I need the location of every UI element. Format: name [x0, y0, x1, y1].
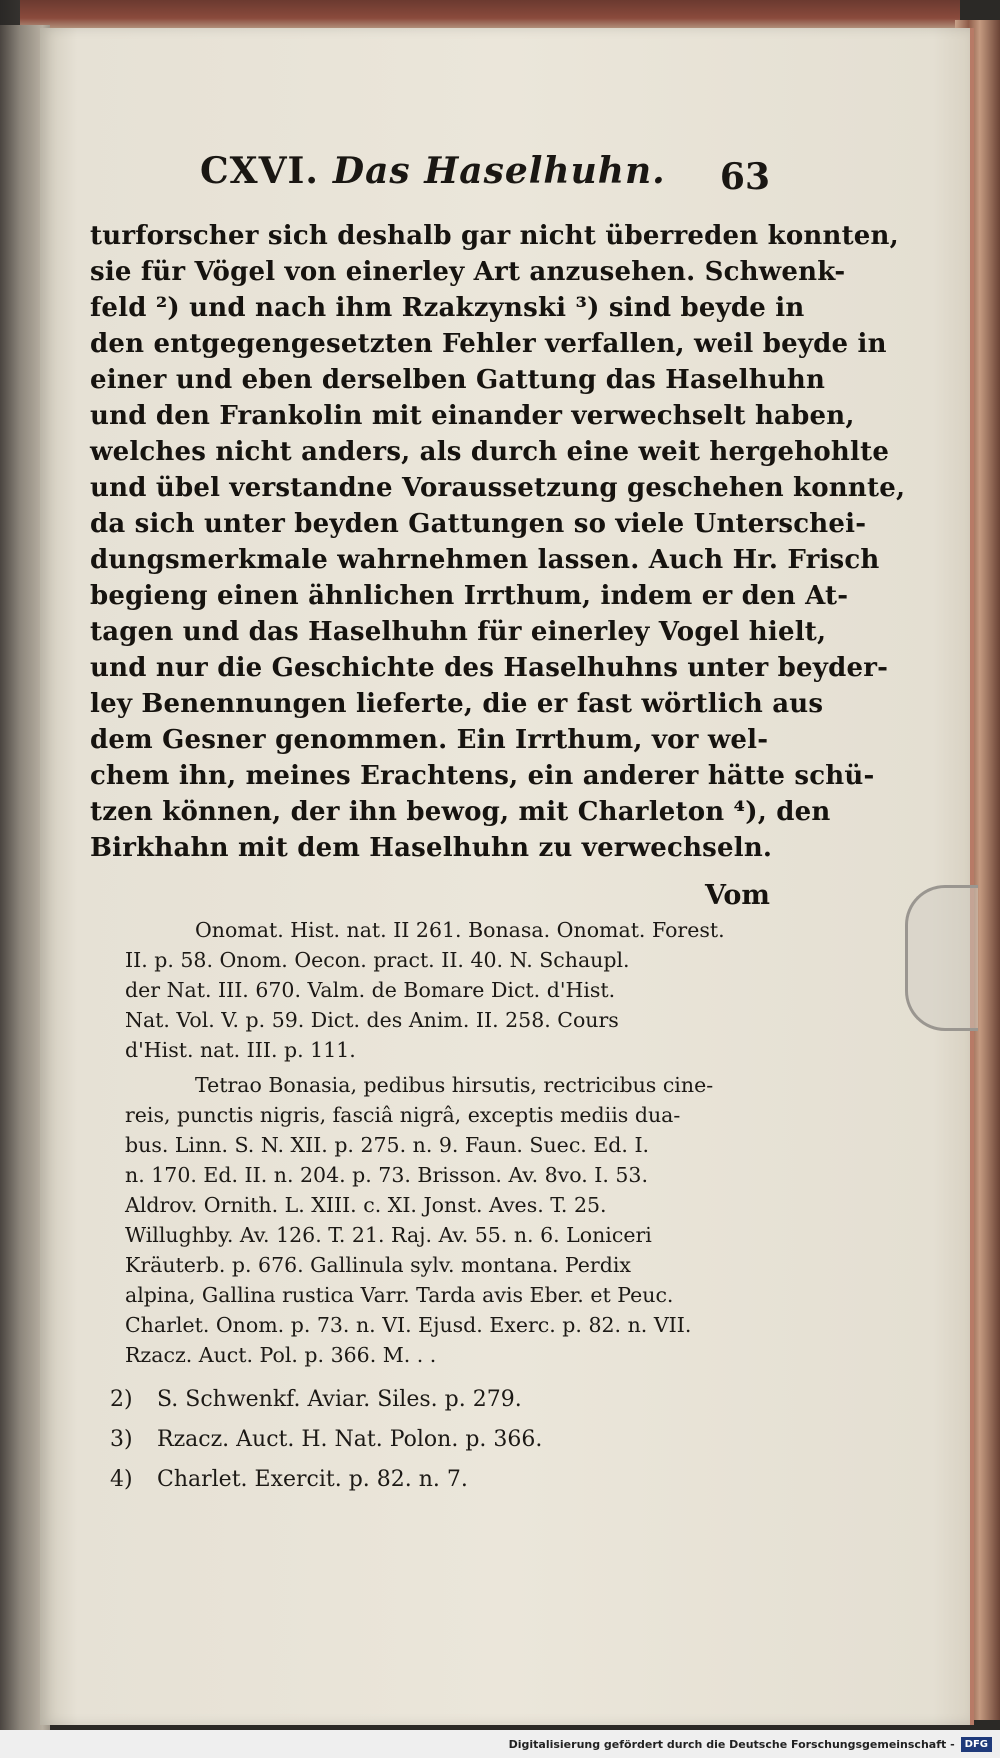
text-line: da sich unter beyden Gattungen so viele Unterschei-: [90, 509, 867, 539]
footnote-tetrao: [125, 1070, 770, 1370]
footnote-line: Kräuterb. p. 676. Gallinula sylv. montana. Perdix: [125, 1253, 631, 1277]
footnote-line: d'Hist. nat. III. p. 111.: [125, 1038, 356, 1062]
dfg-logo-icon: DFG: [961, 1737, 992, 1752]
chapter-number: CXVI.: [200, 150, 319, 192]
footnote-line: Tetrao Bonasia, pedibus hirsutis, rectricibus cine-: [195, 1073, 714, 1097]
text-line: begieng einen ähnlichen Irrthum, indem er den At-: [90, 581, 849, 611]
text-line: tzen können, der ihn bewog, mit Charleton ⁴), den: [90, 797, 831, 827]
reference-marker: 3): [110, 1427, 133, 1452]
book-top-edge: [20, 0, 960, 30]
text-line: turforscher sich deshalb gar nicht überreden konnten,: [90, 221, 899, 251]
main-text: [90, 218, 906, 866]
digitization-footer: [0, 1730, 1000, 1758]
reference-marker: 2): [110, 1387, 133, 1412]
footnote-line: n. 170. Ed. II. n. 204. p. 73. Brisson. Av. 8vo. I. 53.: [125, 1163, 648, 1187]
text-line: feld ²) und nach ihm Rzakzynski ³) sind beyde in: [90, 293, 805, 323]
footnote-line: reis, punctis nigris, fasciâ nigrâ, exceptis mediis dua-: [125, 1103, 681, 1127]
footnote-line: Nat. Vol. V. p. 59. Dict. des Anim. II. 258. Cours: [125, 1008, 619, 1032]
funding-credit: Digitalisierung gefördert durch die Deutsche Forschungsgemeinschaft -: [508, 1737, 955, 1751]
footnote-line: Willughby. Av. 126. T. 21. Raj. Av. 55. n. 6. Loniceri: [125, 1223, 652, 1247]
reference-marker: 4): [110, 1467, 133, 1492]
reference-note: [110, 1420, 750, 1460]
running-head: [200, 150, 780, 210]
text-line: sie für Vögel von einerley Art anzusehen. Schwenk-: [90, 257, 846, 287]
text-line: welches nicht anders, als durch eine weit hergehohlte: [90, 437, 890, 467]
footnote-line: Aldrov. Ornith. L. XIII. c. XI. Jonst. Aves. T. 25.: [125, 1193, 607, 1217]
text-line: dem Gesner genommen. Ein Irrthum, vor wel-: [90, 725, 769, 755]
text-line: dungsmerkmale wahrnehmen lassen. Auch Hr. Frisch: [90, 545, 880, 575]
footnote-line: alpina, Gallina rustica Varr. Tarda avis Eber. et Peuc.: [125, 1283, 674, 1307]
footnote-line: der Nat. III. 670. Valm. de Bomare Dict. d'Hist.: [125, 978, 616, 1002]
text-line: einer und eben derselben Gattung das Haselhuhn: [90, 365, 826, 395]
footnote-line: Rzacz. Auct. Pol. p. 366. M. . .: [125, 1343, 437, 1367]
text-line: und den Frankolin mit einander verwechselt haben,: [90, 401, 855, 431]
text-line: ley Benennungen lieferte, die er fast wörtlich aus: [90, 689, 824, 719]
reference-notes: [110, 1380, 750, 1500]
text-line: Birkhahn mit dem Haselhuhn zu verwechseln.: [90, 833, 773, 863]
page-number: 63: [719, 156, 770, 198]
footnote-line: II. p. 58. Onom. Oecon. pract. II. 40. N. Schaupl.: [125, 948, 630, 972]
footnote-line: Onomat. Hist. nat. II 261. Bonasa. Onomat. Forest.: [195, 918, 725, 942]
page-clip: [905, 885, 978, 1031]
text-line: und nur die Geschichte des Haselhuhns unter beyder-: [90, 653, 889, 683]
catchword: Vom: [704, 880, 770, 911]
footnote-line: Charlet. Onom. p. 73. n. VI. Ejusd. Exerc. p. 82. n. VII.: [125, 1313, 692, 1337]
text-line: und übel verstandne Voraussetzung geschehen konnte,: [90, 473, 906, 503]
text-line: chem ihn, meines Erachtens, ein anderer hätte schü-: [90, 761, 875, 791]
reference-text: Charlet. Exercit. p. 82. n. 7.: [157, 1467, 468, 1492]
text-line: den entgegengesetzten Fehler verfallen, weil beyde in: [90, 329, 887, 359]
footnote-onomat: [125, 915, 770, 1065]
reference-text: S. Schwenkf. Aviar. Siles. p. 279.: [157, 1387, 522, 1412]
text-line: tagen und das Haselhuhn für einerley Vogel hielt,: [90, 617, 827, 647]
reference-note: [110, 1460, 750, 1500]
footnote-line: bus. Linn. S. N. XII. p. 275. n. 9. Faun. Suec. Ed. I.: [125, 1133, 650, 1157]
reference-text: Rzacz. Auct. H. Nat. Polon. p. 366.: [157, 1427, 543, 1452]
chapter-title: Das Haselhuhn.: [332, 150, 666, 192]
reference-note: [110, 1380, 750, 1420]
